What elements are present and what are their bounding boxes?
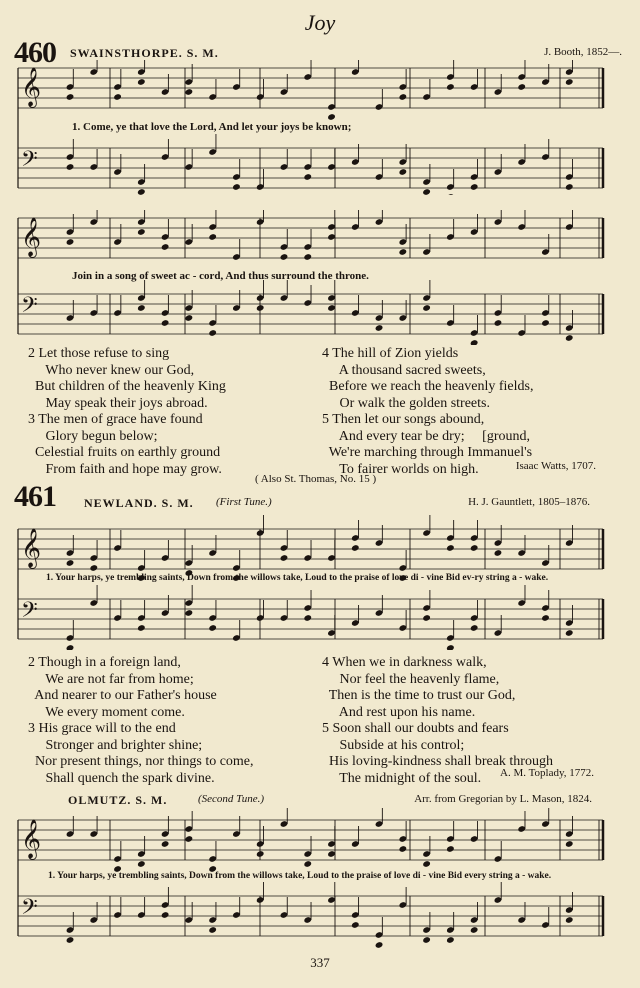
hymn-number-461: 461 [14,480,56,513]
running-head: Joy [304,10,336,35]
svg-text:𝄞: 𝄞 [21,67,42,107]
svg-text:𝄞: 𝄞 [21,528,42,568]
tune-note-first: (First Tune.) [216,496,272,508]
svg-text:𝄞: 𝄞 [21,217,42,257]
tune-name-newland: NEWLAND. S. M. [84,496,194,510]
credit-461: A. M. Toplady, 1772. [500,767,594,779]
alternate-tune-note: ( Also St. Thomas, No. 15 ) [255,473,377,485]
svg-text:𝄢: 𝄢 [21,895,38,925]
svg-text:𝄞: 𝄞 [21,819,42,859]
composer-460: J. Booth, 1852—. [544,46,622,58]
tune-name-olmutz: OLMUTZ. S. M. [68,793,168,807]
composer-olmutz: Arr. from Gregorian by L. Mason, 1824. [414,793,592,805]
credit-460: Isaac Watts, 1707. [515,460,596,472]
svg-text:𝄢: 𝄢 [21,598,38,628]
lyrics-461-line1: 1. Your harps, ye trembling saints, Down from the willows take, Loud to the praise of love di - vine Bid ev-ry string a - wake. [46,573,549,583]
composer-461: H. J. Gauntlett, 1805–1876. [468,496,590,508]
tune-note-second: (Second Tune.) [198,793,264,805]
svg-text:𝄢: 𝄢 [21,147,38,177]
verses-460-left: 2 Let those refuse to sing Who never knew our God, But children of the heavenly King May speak their joys abroad. 3 The men of grace have found Glory begun below; Celestial fruits on earthly ground From faith and hope may grow. [28,346,226,477]
lyrics-460-line2: Join in a song of sweet ac - cord, And thus surround the throne. [72,270,369,282]
page-number: 337 [310,955,330,970]
svg-text:𝄢: 𝄢 [21,293,38,323]
tune-name-swainsthorpe: SWAINSTHORPE. S. M. [70,46,219,60]
lyrics-olmutz-line1: 1. Your harps, ye trembling saints, Down from the willows take, Loud to the praise of love di - vine Bid every string a - wake. [48,871,552,881]
lyrics-460-line1: 1. Come, ye that love the Lord, And let your joys be known; [72,121,352,133]
hymn-number-460: 460 [14,36,56,69]
verses-461-right: 4 When we in darkness walk, Nor feel the heavenly flame, Then is the time to trust our God, And rest upon his name. 5 Soon shall our doubts and fears Subside at his control; His loving-kindness shall break through The midnight of the soul. [322,655,553,786]
verses-460-right: 4 The hill of Zion yields A thousand sacred sweets, Before we reach the heavenly fields, Or walk the golden streets. 5 Then let our songs abound, And every tear be dry; [ground, We're marching through Immanuel's To fairer worlds on high. [322,346,534,477]
verses-461-left: 2 Though in a foreign land, We are not far from home; And nearer to our Father's house We every moment come. 3 His grace will to the end Stronger and brighter shine; Nor present things, nor things to come, Shall quench the spark divine. [28,655,254,786]
